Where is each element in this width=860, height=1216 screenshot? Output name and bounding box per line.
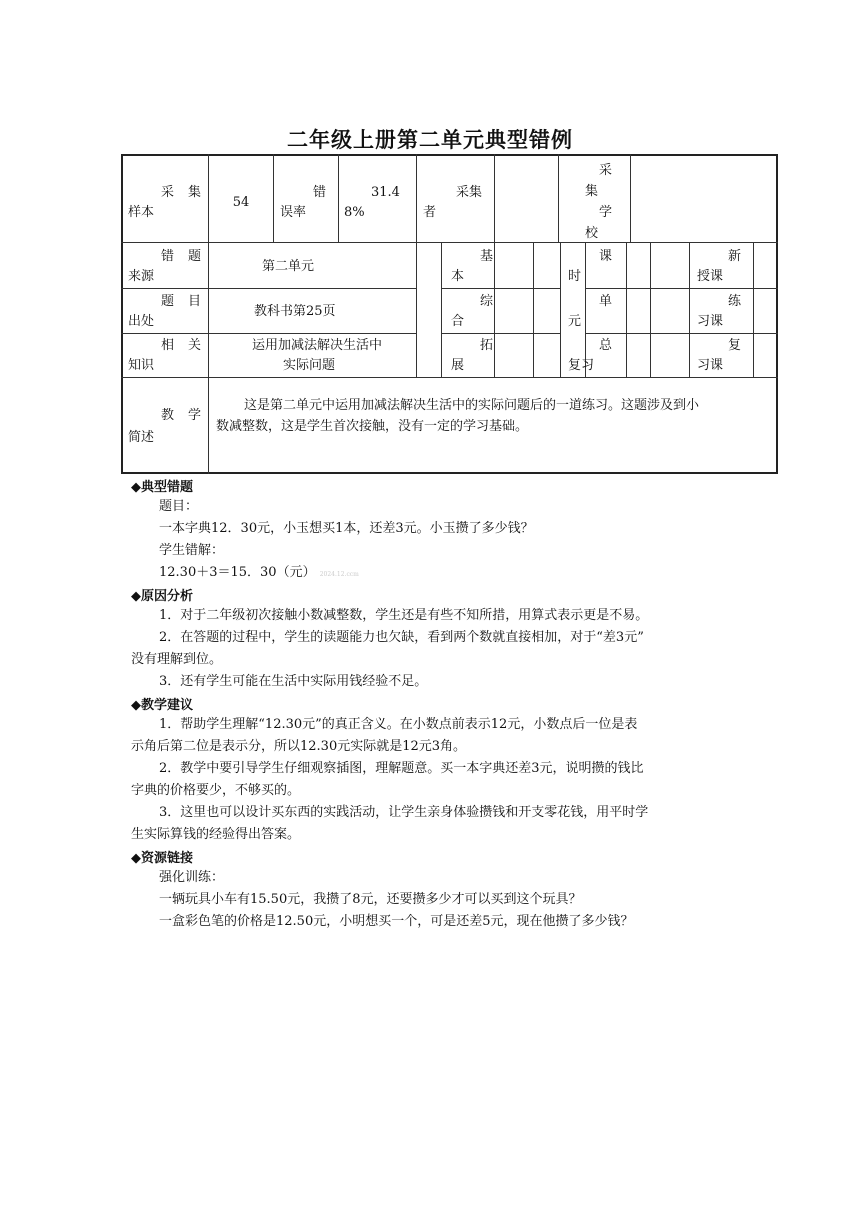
faint-mark: 2024.12.ccm [319,571,359,578]
col-divider [208,242,209,474]
teaching-label: 教 学 [161,408,201,423]
problem-label: 题目： [159,499,199,514]
extension-label-2: 展 [451,358,465,373]
cause-item-3: 3．还有学生可能在生活中实际用钱经验不足。 [159,674,428,689]
practice-label-2: 习课 [697,314,724,329]
collector-label: 采集 [456,185,483,200]
knowledge-value: 运用加减法解决生活中 [252,338,383,353]
teaching-label-2: 简述 [128,430,155,445]
col-divider [273,154,274,242]
lesson-label: 课 [599,249,613,264]
comprehensive-label-2: 合 [451,314,465,329]
collector-label-2: 者 [423,205,437,220]
advice-item-2-cont: 字典的价格要少，不够买的。 [131,783,301,798]
origin-label-2: 出处 [128,314,155,329]
knowledge-value-2: 实际问题 [283,358,336,373]
problem-text: 一本字典12．30元，小玉想买1本，还差3元。小玉攒了多少钱？ [159,521,534,536]
student-error-equation: 12.30＋3＝15．30（元） [159,565,316,580]
col-divider [689,242,690,377]
row-divider [121,333,416,334]
sample-value: 54 [232,195,250,210]
unit-label-2: 元 [568,314,582,329]
col-divider [494,242,495,377]
col-divider [416,154,417,242]
source-label-2: 来源 [128,269,155,284]
page-title: 二年级上册第二单元典型错例 [287,128,573,152]
revision-label: 复 [728,338,742,353]
review-label: 总 [599,338,613,353]
cause-item-1: 1．对于二年级初次接触小数减整数，学生还是有些不知所措，用算式表示更是不易。 [159,608,649,623]
row-divider [441,333,560,334]
col-divider [630,154,631,242]
basic-label-2: 本 [451,269,465,284]
training-label: 强化训练： [159,870,225,885]
review-label-2: 复习 [568,358,595,373]
source-value: 第二单元 [262,259,315,274]
advice-item-1: 1．帮助学生理解“12.30元”的真正含义。在小数点前表示12元，小数点后一位是表 [159,717,638,732]
sample-label: 采 集 [161,185,201,200]
col-divider [441,242,442,377]
origin-label: 题 目 [161,294,201,309]
teaching-text-2: 数减整数，这是学生首次接触，没有一定的学习基础。 [216,419,529,434]
school-label-2: 集 [585,184,599,199]
school-label: 采 [599,163,613,178]
new-lesson-label: 新 [728,249,742,264]
row-divider [585,288,778,289]
advice-heading: ◆教学建议 [131,698,193,713]
training-item-1: 一辆玩具小车有15.50元，我攒了8元，还要攒多少才可以买到这个玩具？ [159,892,582,907]
col-divider [560,242,561,377]
typical-error-heading: ◆典型错题 [131,480,193,495]
school-label-3: 学 [599,205,613,220]
cause-heading: ◆原因分析 [131,589,193,604]
school-label-4: 校 [585,226,599,241]
basic-label: 基 [480,249,494,264]
advice-item-3: 3．这里也可以设计买东西的实践活动，让学生亲身体验攒钱和开支零花钱，用平时学 [159,805,649,820]
error-rate-label: 错 [313,185,327,200]
col-divider [416,242,417,377]
col-divider [626,242,627,377]
practice-label: 练 [728,294,742,309]
knowledge-label: 相 关 [161,338,201,353]
sample-label-2: 样本 [128,205,155,220]
error-rate-label-2: 误率 [280,205,307,220]
advice-item-2: 2．教学中要引导学生仔细观察插图，理解题意。买一本字典还差3元，说明攒的钱比 [159,761,644,776]
student-error-text [159,562,359,586]
col-divider [753,242,754,377]
source-label: 错 题 [161,249,201,264]
col-divider [533,242,534,377]
col-divider [650,242,651,377]
student-error-label: 学生错解： [159,543,225,558]
row-divider [121,242,778,243]
advice-item-1-cont: 示角后第二位是表示分，所以12.30元实际就是12元3角。 [131,739,467,754]
col-divider [338,154,339,242]
origin-value: 教科书第25页 [254,304,336,319]
cause-item-2-cont: 没有理解到位。 [131,652,223,667]
cause-item-2: 2．在答题的过程中，学生的读题能力也欠缺，看到两个数就直接相加，对于“差3元” [159,630,644,645]
extension-label: 拓 [480,338,494,353]
error-rate-value-2: 8% [344,205,365,220]
row-divider [121,288,416,289]
comprehensive-label: 综 [480,294,494,309]
advice-item-3-cont: 生实际算钱的经验得出答案。 [131,827,301,842]
new-lesson-label-2: 授课 [697,269,724,284]
resource-heading: ◆资源链接 [131,851,193,866]
error-rate-value: 31.4 [371,185,400,200]
lesson-label-2: 时 [568,269,582,284]
row-divider [585,333,778,334]
row-divider [121,377,778,378]
teaching-text: 这是第二单元中运用加减法解决生活中的实际问题后的一道练习。这题涉及到小 [244,398,700,413]
revision-label-2: 习课 [697,358,724,373]
col-divider [558,154,559,242]
training-item-2: 一盒彩色笔的价格是12.50元，小明想买一个，可是还差5元，现在他攒了多少钱？ [159,914,634,929]
row-divider [441,288,560,289]
knowledge-label-2: 知识 [128,358,155,373]
unit-label: 单 [599,294,613,309]
col-divider [494,154,495,242]
